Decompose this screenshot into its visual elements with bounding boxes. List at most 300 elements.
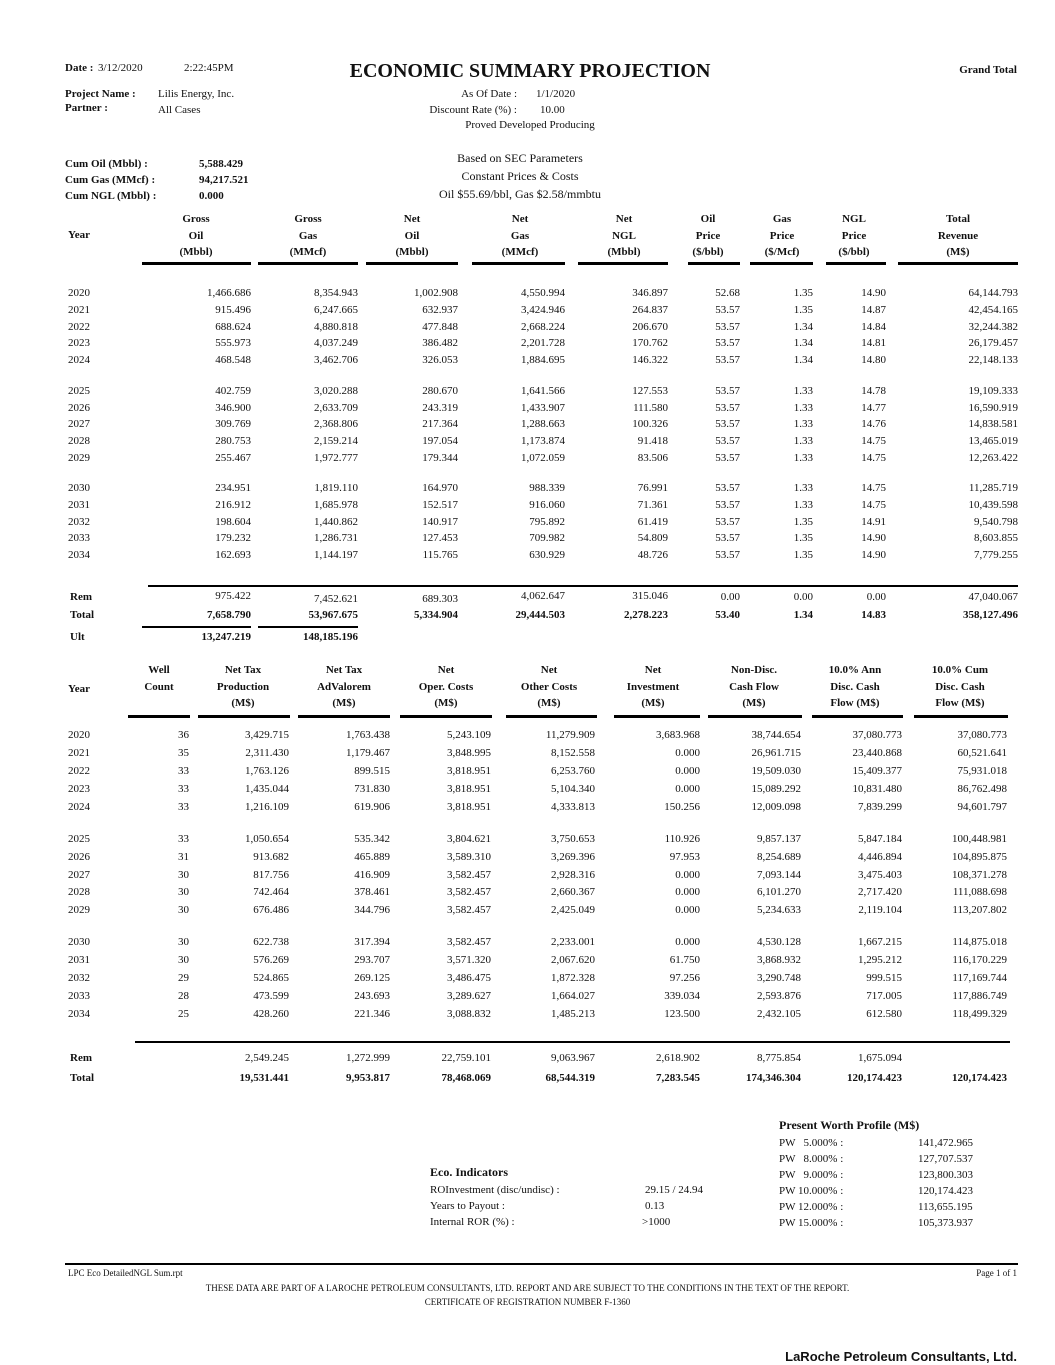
cell-value: 280.753 [215,435,251,448]
cell-value: 53.57 [715,354,740,367]
eco-value: 0.13 [645,1200,665,1212]
total-value: 1.34 [793,609,813,621]
footer-divider [65,1263,1018,1265]
pw-label: PW 8.000% : [779,1152,844,1165]
cell-value: 15,409.377 [852,765,902,777]
cell-value: 71.361 [637,498,668,511]
eco-label: Internal ROR (%) : [430,1216,515,1228]
cell-value: 33 [178,765,189,777]
cell-value: 100,448.981 [952,833,1007,845]
total-value: 174,346.304 [746,1072,801,1084]
row-year: 2023 [68,783,90,795]
cell-value: 150.256 [664,801,700,813]
cell-value: 104,895.875 [952,850,1007,863]
column-header: Flow (M$) [935,697,985,709]
rule-line [135,1041,1010,1043]
cell-value: 3,582.457 [447,936,491,948]
cell-value: 317.394 [354,936,390,948]
column-header: (M$) [332,697,356,709]
row-year: 2027 [68,418,90,431]
cell-value: 12,009.098 [751,801,801,813]
total-value: 7,658.790 [207,609,251,621]
cell-value: 1,884.695 [521,354,565,367]
cell-value: 10,831.480 [852,783,902,795]
cell-value: 1,440.862 [314,515,358,528]
cell-value: 988.339 [529,482,565,494]
cell-value: 1,216.109 [245,801,289,813]
cell-value: 4,880.818 [314,320,358,333]
cell-value: 42,454.165 [968,303,1018,316]
cell-value: 1.34 [793,354,813,367]
pw-label: PW 9.000% : [779,1168,844,1181]
cell-value: 3,582.457 [447,886,491,899]
total-value: 53,967.675 [308,609,358,621]
cell-value: 4,333.813 [551,801,595,813]
cell-value: 3,589.310 [447,850,491,863]
cell-value: 1.33 [793,451,813,464]
cell-value: 97.953 [669,850,700,863]
cell-value: 2,928.316 [551,868,595,881]
column-header: Price [695,229,721,242]
cell-value: 29 [178,972,189,984]
page-title: ECONOMIC SUMMARY PROJECTION [349,60,711,82]
cell-value: 33 [178,783,189,795]
total-value: 5,334.904 [414,609,458,621]
cell-value: 1,763.126 [245,765,289,777]
total-value: 68,544.319 [545,1072,595,1084]
cell-value: 344.796 [354,904,390,917]
cell-value: 2,368.806 [314,418,358,431]
rule-line [258,626,358,628]
cell-value: 3,750.653 [551,833,595,845]
cell-value: 535.342 [354,833,390,845]
cell-value: 555.973 [215,337,251,350]
cell-value: 1.33 [793,482,813,494]
pw-value: 113,655.195 [918,1200,973,1213]
total-value: 9,953.817 [346,1072,390,1084]
row-year: 2027 [68,868,90,881]
cell-value: 1,072.059 [521,451,565,464]
column-header: Flow (M$) [830,697,880,709]
cell-value: 1.35 [793,549,813,562]
cell-value: 91.418 [637,435,668,448]
rem-value: 4,062.647 [521,590,565,602]
column-header: (M$) [946,246,970,258]
column-header: Oil [404,229,420,242]
cell-value: 30 [178,936,189,948]
cell-value: 111.580 [633,401,668,414]
row-year: 2028 [68,435,90,448]
cell-value: 2,668.224 [521,320,565,333]
cell-value: 1.35 [793,515,813,528]
asof-date: 1/1/2020 [536,88,576,100]
cell-value: 524.865 [253,972,289,984]
column-header: Gas [298,229,318,242]
cell-value: 632.937 [422,303,458,316]
rem-value: 1,675.094 [858,1052,902,1064]
rule-line [472,262,565,265]
cell-value: 999.515 [866,972,902,984]
cell-value: 243.693 [354,990,390,1002]
cell-value: 38,744.654 [751,729,801,741]
cell-value: 25 [178,1008,189,1020]
total-value: 78,468.069 [441,1072,491,1084]
cell-value: 1,286.731 [314,532,358,545]
cell-value: 14.77 [861,401,886,414]
rem-value: 2,618.902 [656,1052,700,1064]
scope-label: Grand Total [959,64,1017,76]
column-header: 10.0% Ann [828,664,882,676]
row-year: 2021 [68,747,90,759]
total-value: 120,174.423 [952,1072,1007,1084]
cell-value: 111,088.698 [952,886,1007,899]
cell-value: 30 [178,868,189,881]
cell-value: 97.256 [669,972,700,984]
cell-value: 221.346 [354,1008,390,1020]
cell-value: 269.125 [354,972,390,984]
cell-value: 8,152.558 [551,747,595,759]
cell-value: 465.889 [354,850,390,863]
date-label: Date : [65,62,94,74]
column-header: (M$) [742,697,766,709]
rule-line [826,262,886,265]
disclaimer: THESE DATA ARE PART OF A LAROCHE PETROLEUM CONSULTANTS, LTD. REPORT AND ARE SUBJECT TO THE CONDITIONS IN THE TEXT OF THE REPORT. [205,1283,850,1293]
column-header: (M$) [231,697,255,709]
cell-value: 1,763.438 [346,729,390,741]
cell-value: 14.78 [861,385,886,397]
cum-gas-value: 94,217.521 [199,174,249,186]
cell-value: 386.482 [422,337,458,350]
param-line: Oil $55.69/bbl, Gas $2.58/mmbtu [439,187,601,201]
row-year: 2031 [68,498,90,511]
cell-value: 3,818.951 [447,765,491,777]
cell-value: 54.809 [637,532,668,545]
cell-value: 1,685.978 [314,498,358,511]
cum-ngl-value: 0.000 [199,190,224,202]
column-header: Production [216,680,270,693]
cell-value: 53.57 [715,385,740,397]
cell-value: 61.750 [669,954,700,966]
column-header: Gross [182,213,210,225]
cell-value: 36 [178,729,189,741]
cell-value: 14.90 [861,532,886,545]
cell-value: 7,839.299 [858,801,902,813]
row-year: 2025 [68,385,90,397]
rem-value: 0.00 [866,591,886,603]
cell-value: 83.506 [637,451,668,464]
row-year: 2031 [68,954,90,966]
cell-value: 3,818.951 [447,783,491,795]
pw-value: 123,800.303 [918,1168,973,1181]
cell-value: 899.515 [354,765,390,777]
cell-value: 3,804.621 [447,833,491,845]
cell-value: 2,660.367 [551,886,595,899]
cell-value: 26,179.457 [968,337,1018,350]
total-label: Total [70,1072,95,1084]
cell-value: 1.33 [793,435,813,448]
eco-label: ROInvestment (disc/undisc) : [430,1184,560,1196]
pw-label: PW 10.000% : [779,1184,844,1197]
rem-value: 315.046 [632,590,668,602]
cell-value: 4,550.994 [521,287,565,299]
cell-value: 6,247.665 [314,303,358,316]
cell-value: 6,101.270 [757,886,801,899]
column-header: (Mbbl) [395,246,429,258]
cell-value: 473.599 [253,990,289,1002]
cell-value: 13,465.019 [968,435,1018,448]
cell-value: 197.054 [422,435,458,448]
cell-value: 53.57 [715,549,740,562]
cell-value: 0.000 [675,936,700,948]
cell-value: 127.553 [632,385,668,397]
total-value: 29,444.503 [515,609,565,621]
cell-value: 15,089.292 [751,783,801,795]
cell-value: 53.57 [715,532,740,545]
cum-ngl-label: Cum NGL (Mbbl) : [65,190,157,202]
column-header: Gross [294,213,322,225]
cell-value: 1,002.908 [414,287,458,299]
cell-value: 2,201.728 [521,337,565,350]
rem-value: 22,759.101 [441,1052,491,1064]
cell-value: 14.90 [861,287,886,299]
cell-value: 1,972.777 [314,451,358,464]
cell-value: 378.461 [354,886,390,899]
cell-value: 1,050.654 [245,833,289,845]
cell-value: 12,263.422 [968,451,1018,464]
column-header: Price [841,229,867,242]
cell-value: 108,371.278 [952,868,1007,881]
cell-value: 26,961.715 [751,747,801,759]
cell-value: 1,466.686 [207,287,251,299]
row-year: 2029 [68,451,90,464]
cell-value: 1.34 [793,337,813,350]
cell-value: 3,571.320 [447,954,491,966]
cell-value: 30 [178,886,189,899]
cell-value: 1,485.213 [551,1008,595,1020]
column-header: Non-Disc. [730,664,778,676]
rem-value: 0.00 [793,591,813,603]
cell-value: 264.837 [632,303,668,316]
cell-value: 5,243.109 [447,729,491,741]
cell-value: 3,848.995 [447,747,491,759]
cell-value: 179.344 [422,451,458,464]
cell-value: 4,037.249 [314,337,358,350]
cell-value: 2,425.049 [551,904,595,917]
column-header: Net [644,664,662,676]
rem-value: 9,063.967 [551,1052,595,1064]
eco-value: 29.15 / 24.94 [645,1184,704,1196]
cell-value: 3,020.288 [314,385,358,397]
cell-value: 4,446.894 [858,850,902,863]
column-header: 10.0% Cum [931,664,989,676]
rem-value: 7,452.621 [314,593,358,605]
rule-line [914,715,1008,718]
cell-value: 33 [178,801,189,813]
cell-value: 33 [178,833,189,845]
column-header: Net [615,213,633,225]
column-header: Net Tax [325,664,363,676]
cell-value: 3,462.706 [314,354,358,367]
cell-value: 1,433.907 [521,401,565,414]
cell-value: 19,109.333 [968,385,1018,397]
project-label: Project Name : [65,88,136,100]
cell-value: 0.000 [675,765,700,777]
cell-value: 53.57 [715,482,740,494]
column-header: (Mbbl) [607,246,641,258]
cell-value: 416.909 [354,868,390,881]
cell-value: 346.900 [215,401,251,414]
cell-value: 2,311.430 [245,747,289,759]
column-header: ($/bbl) [838,246,870,258]
cell-value: 152.517 [422,498,458,511]
row-year: 2033 [68,990,90,1002]
cell-value: 10,439.598 [968,498,1018,511]
cell-value: 1,664.027 [551,990,595,1002]
cell-value: 255.467 [215,451,251,464]
row-year: 2022 [68,765,90,777]
total-label: Total [70,609,95,621]
cell-value: 9,540.798 [974,515,1018,528]
ult-value: 148,185.196 [303,631,358,643]
column-header-year: Year [68,229,90,241]
rule-line [812,715,903,718]
cell-value: 309.769 [215,418,251,431]
ult-value: 13,247.219 [201,631,251,643]
column-header: Net [511,213,529,225]
cell-value: 53.57 [715,451,740,464]
cell-value: 146.322 [632,354,668,367]
column-header: Investment [626,680,680,693]
cell-value: 3,429.715 [245,729,289,741]
column-header: NGL [842,213,866,225]
cell-value: 1,872.328 [551,972,595,984]
cell-value: 116,170.229 [952,954,1007,966]
total-value: 53.40 [715,609,740,621]
cell-value: 32,244.382 [968,320,1018,333]
cell-value: 53.57 [715,515,740,528]
column-header-year: Year [68,683,90,695]
cell-value: 35 [178,747,189,759]
row-year: 2026 [68,401,90,414]
cell-value: 216.912 [215,498,251,511]
param-line: Constant Prices & Costs [461,169,579,183]
pw-value: 127,707.537 [918,1152,973,1165]
rule-line [258,262,358,265]
cell-value: 94,601.797 [957,801,1007,813]
cell-value: 7,779.255 [974,549,1018,562]
cell-value: 53.57 [715,320,740,333]
column-header: Oil [188,229,204,242]
rule-line [688,262,740,265]
cell-value: 118,499.329 [952,1008,1007,1020]
page-number: Page 1 of 1 [976,1268,1017,1278]
project-name: Lilis Energy, Inc. [158,88,235,100]
cell-value: 402.759 [215,385,251,397]
cell-value: 280.670 [422,385,458,397]
eco-label: Years to Payout : [430,1200,505,1212]
cell-value: 346.897 [632,287,668,299]
cell-value: 206.670 [632,320,668,333]
cell-value: 1.35 [793,532,813,545]
row-year: 2025 [68,833,90,845]
row-year: 2030 [68,482,90,494]
eco-title: Eco. Indicators [430,1165,508,1179]
cell-value: 14.75 [861,451,886,464]
cell-value: 1,173.874 [521,435,565,448]
cell-value: 2,633.709 [314,401,358,414]
cell-value: 2,119.104 [858,904,902,917]
cell-value: 293.707 [354,954,390,966]
cell-value: 0.000 [675,868,700,881]
column-header: Gas [510,229,530,242]
cell-value: 622.738 [253,936,289,948]
rule-line [298,715,390,718]
cell-value: 8,354.943 [314,287,358,299]
cell-value: 2,432.105 [757,1008,801,1020]
cell-value: 2,159.214 [314,435,358,448]
cell-value: 5,104.340 [551,783,595,795]
cell-value: 3,269.396 [551,850,595,863]
cell-value: 3,424.946 [521,303,565,316]
column-header: Gas [772,213,792,225]
cell-value: 1,435.044 [245,783,289,795]
row-year: 2032 [68,972,90,984]
rem-value: 8,775.854 [757,1052,801,1064]
column-header: AdValorem [317,680,371,693]
total-value: 14.83 [861,609,886,621]
cell-value: 14.81 [861,337,886,350]
cell-value: 37,080.773 [852,729,902,741]
cell-value: 717.005 [866,990,902,1002]
total-value: 120,174.423 [847,1072,902,1084]
row-year: 2030 [68,936,90,948]
cell-value: 14.75 [861,482,886,494]
cell-value: 326.053 [422,354,458,367]
cell-value: 14.91 [861,515,886,528]
cell-value: 3,475.403 [858,868,902,881]
rem-value: 1,272.999 [346,1052,390,1064]
cell-value: 1,144.197 [314,549,358,562]
cell-value: 117,886.749 [952,990,1007,1002]
rule-line [128,715,190,718]
cell-value: 619.906 [354,801,390,813]
cell-value: 3,290.748 [757,972,801,984]
cell-value: 5,847.184 [858,833,902,845]
cell-value: 234.951 [215,482,251,494]
cell-value: 1,641.566 [521,385,565,397]
rule-line [614,715,700,718]
cell-value: 113,207.802 [952,904,1007,917]
cell-value: 86,762.498 [957,783,1007,795]
row-year: 2034 [68,1008,90,1020]
cell-value: 612.580 [866,1008,902,1020]
rule-line [142,262,251,265]
cell-value: 48.726 [637,549,668,562]
report-file: LPC Eco DetailedNGL Sum.rpt [68,1268,183,1278]
asof-label: As Of Date : [461,88,517,100]
cell-value: 127.453 [422,532,458,545]
row-year: 2028 [68,886,90,899]
cell-value: 170.762 [632,337,668,350]
row-year: 2020 [68,287,90,299]
cell-value: 115.765 [422,549,458,562]
column-header: Cash Flow [729,680,779,693]
eco-value: >1000 [642,1216,671,1228]
cell-value: 243.319 [422,401,458,414]
column-header: Count [144,680,174,693]
rule-line [400,715,492,718]
column-header: ($/bbl) [692,246,724,258]
